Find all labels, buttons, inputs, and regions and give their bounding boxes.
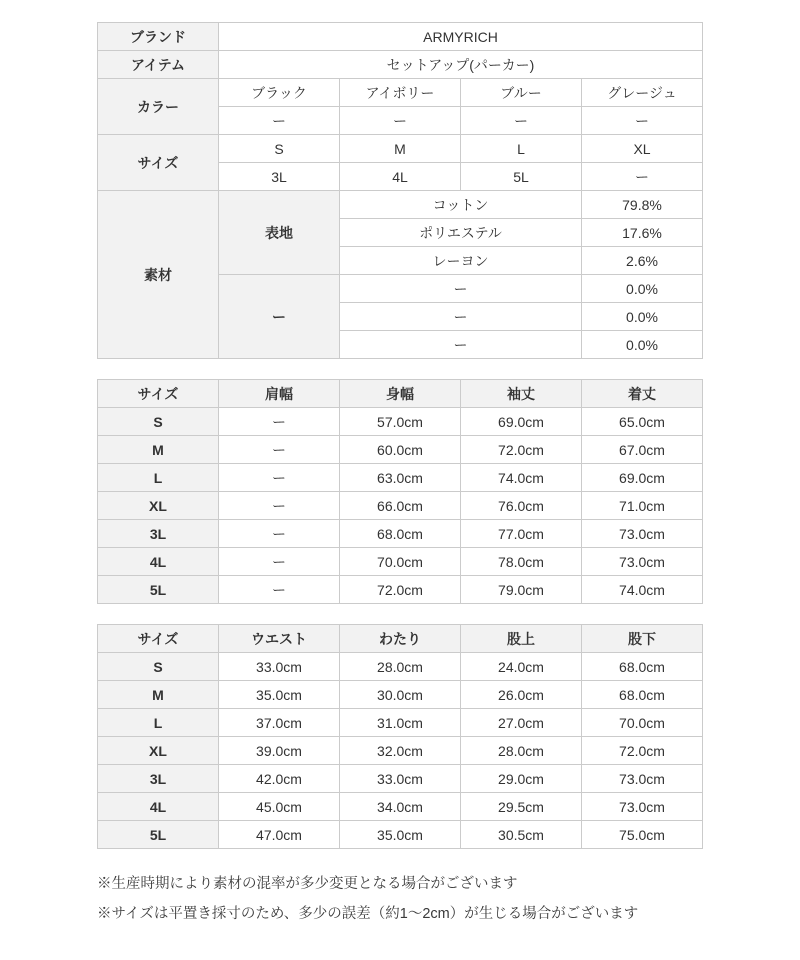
color-dash: ー <box>340 107 461 135</box>
measurement-cell: ー <box>219 520 340 548</box>
measurement-cell: 33.0cm <box>340 765 461 793</box>
product-info-table <box>97 22 703 359</box>
measurement-cell: 69.0cm <box>582 464 703 492</box>
brand-row <box>98 23 703 51</box>
size-value: 3L <box>219 163 340 191</box>
row-size-label: XL <box>98 737 219 765</box>
color-name: ブルー <box>461 79 582 107</box>
measurement-cell: ー <box>219 464 340 492</box>
size-label: サイズ <box>98 135 219 191</box>
size-value: 5L <box>461 163 582 191</box>
color-dash: ー <box>582 107 703 135</box>
brand-label: ブランド <box>98 23 219 51</box>
material-row <box>98 191 703 219</box>
size-value: M <box>340 135 461 163</box>
column-header: 股上 <box>461 625 582 653</box>
bottoms-size-table <box>97 624 703 849</box>
measurement-cell: 70.0cm <box>340 548 461 576</box>
column-header: ウエスト <box>219 625 340 653</box>
measurement-cell: 35.0cm <box>219 681 340 709</box>
measurement-cell: 29.5cm <box>461 793 582 821</box>
measurement-cell: 76.0cm <box>461 492 582 520</box>
material-label: 素材 <box>98 191 219 359</box>
measurement-cell: 30.5cm <box>461 821 582 849</box>
row-size-label: 5L <box>98 821 219 849</box>
color-label: カラー <box>98 79 219 135</box>
table-row <box>98 653 703 681</box>
measurement-cell: 42.0cm <box>219 765 340 793</box>
row-size-label: L <box>98 709 219 737</box>
measurement-cell: 73.0cm <box>582 548 703 576</box>
measurement-cell: 73.0cm <box>582 520 703 548</box>
table-row <box>98 765 703 793</box>
measurement-cell: 75.0cm <box>582 821 703 849</box>
measurement-cell: 57.0cm <box>340 408 461 436</box>
table-row <box>98 576 703 604</box>
row-size-label: M <box>98 681 219 709</box>
measurement-cell: 32.0cm <box>340 737 461 765</box>
measurement-cell: 78.0cm <box>461 548 582 576</box>
measurement-cell: 70.0cm <box>582 709 703 737</box>
measurement-cell: 63.0cm <box>340 464 461 492</box>
column-header: 身幅 <box>340 380 461 408</box>
measurement-cell: ー <box>219 408 340 436</box>
measurement-cell: 39.0cm <box>219 737 340 765</box>
row-size-label: L <box>98 464 219 492</box>
measurement-cell: ー <box>219 436 340 464</box>
measurement-cell: 29.0cm <box>461 765 582 793</box>
measurement-cell: 60.0cm <box>340 436 461 464</box>
item-label: アイテム <box>98 51 219 79</box>
color-dash: ー <box>219 107 340 135</box>
measurement-cell: 34.0cm <box>340 793 461 821</box>
measurement-cell: 33.0cm <box>219 653 340 681</box>
column-header: わたり <box>340 625 461 653</box>
color-name: ブラック <box>219 79 340 107</box>
material-name: レーヨン <box>340 247 582 275</box>
measurement-cell: 79.0cm <box>461 576 582 604</box>
table-row <box>98 464 703 492</box>
table-header-row <box>98 625 703 653</box>
measurement-cell: 26.0cm <box>461 681 582 709</box>
measurement-cell: 28.0cm <box>461 737 582 765</box>
row-size-label: 3L <box>98 765 219 793</box>
measurement-cell: 45.0cm <box>219 793 340 821</box>
table-row <box>98 681 703 709</box>
measurement-cell: 72.0cm <box>461 436 582 464</box>
measurement-cell: 68.0cm <box>340 520 461 548</box>
column-header: 着丈 <box>582 380 703 408</box>
measurement-cell: 71.0cm <box>582 492 703 520</box>
measurement-cell: 37.0cm <box>219 709 340 737</box>
measurement-cell: 67.0cm <box>582 436 703 464</box>
material-name: ー <box>340 303 582 331</box>
row-size-label: M <box>98 436 219 464</box>
table-row <box>98 709 703 737</box>
color-dash: ー <box>461 107 582 135</box>
material-percent: 0.0% <box>582 331 703 359</box>
item-row <box>98 51 703 79</box>
measurement-cell: 31.0cm <box>340 709 461 737</box>
measurement-cell: 66.0cm <box>340 492 461 520</box>
measurement-cell: 65.0cm <box>582 408 703 436</box>
material-percent: 0.0% <box>582 303 703 331</box>
material-name: コットン <box>340 191 582 219</box>
table-row <box>98 793 703 821</box>
table-row <box>98 737 703 765</box>
size-row-1 <box>98 135 703 163</box>
footer-notes <box>97 869 703 929</box>
measurement-cell: 72.0cm <box>340 576 461 604</box>
measurement-cell: ー <box>219 548 340 576</box>
row-size-label: 4L <box>98 793 219 821</box>
material-name: ー <box>340 331 582 359</box>
measurement-cell: 30.0cm <box>340 681 461 709</box>
measurement-cell: 68.0cm <box>582 653 703 681</box>
measurement-cell: ー <box>219 576 340 604</box>
measurement-cell: 68.0cm <box>582 681 703 709</box>
fabric-part-label: ー <box>219 275 340 359</box>
measurement-cell: 73.0cm <box>582 765 703 793</box>
measurement-cell: 73.0cm <box>582 793 703 821</box>
table-row <box>98 520 703 548</box>
item-value: セットアップ(パーカー) <box>219 51 703 79</box>
row-size-label: 3L <box>98 520 219 548</box>
color-name: グレージュ <box>582 79 703 107</box>
table-row <box>98 408 703 436</box>
material-name: ー <box>340 275 582 303</box>
column-header: サイズ <box>98 625 219 653</box>
measurement-cell: ー <box>219 492 340 520</box>
material-percent: 0.0% <box>582 275 703 303</box>
size-value: L <box>461 135 582 163</box>
material-name: ポリエステル <box>340 219 582 247</box>
measurement-cell: 47.0cm <box>219 821 340 849</box>
table-row <box>98 548 703 576</box>
measurement-cell: 27.0cm <box>461 709 582 737</box>
note-size-disclaimer: ※サイズは平置き採寸のため、多少の誤差（約1～2cm）が生じる場合がございます <box>97 906 639 922</box>
size-value: S <box>219 135 340 163</box>
row-size-label: XL <box>98 492 219 520</box>
size-value: XL <box>582 135 703 163</box>
measurement-cell: 72.0cm <box>582 737 703 765</box>
table-row <box>98 492 703 520</box>
measurement-cell: 74.0cm <box>461 464 582 492</box>
measurement-cell: 69.0cm <box>461 408 582 436</box>
column-header: 肩幅 <box>219 380 340 408</box>
measurement-cell: 77.0cm <box>461 520 582 548</box>
measurement-cell: 35.0cm <box>340 821 461 849</box>
measurement-cell: 24.0cm <box>461 653 582 681</box>
tops-size-table <box>97 379 703 604</box>
row-size-label: 5L <box>98 576 219 604</box>
color-name: アイボリー <box>340 79 461 107</box>
size-value: 4L <box>340 163 461 191</box>
measurement-cell: 74.0cm <box>582 576 703 604</box>
material-percent: 79.8% <box>582 191 703 219</box>
brand-value: ARMYRICH <box>219 23 703 51</box>
table-row <box>98 436 703 464</box>
material-percent: 2.6% <box>582 247 703 275</box>
row-size-label: 4L <box>98 548 219 576</box>
table-header-row <box>98 380 703 408</box>
row-size-label: S <box>98 408 219 436</box>
product-spec-content <box>97 0 703 929</box>
row-size-label: S <box>98 653 219 681</box>
material-percent: 17.6% <box>582 219 703 247</box>
column-header: 袖丈 <box>461 380 582 408</box>
color-names-row <box>98 79 703 107</box>
size-value: ー <box>582 163 703 191</box>
fabric-part-label: 表地 <box>219 191 340 275</box>
measurement-cell: 28.0cm <box>340 653 461 681</box>
table-row <box>98 821 703 849</box>
column-header: サイズ <box>98 380 219 408</box>
note-material-disclaimer: ※生産時期により素材の混率が多少変更となる場合がございます <box>97 876 518 892</box>
column-header: 股下 <box>582 625 703 653</box>
